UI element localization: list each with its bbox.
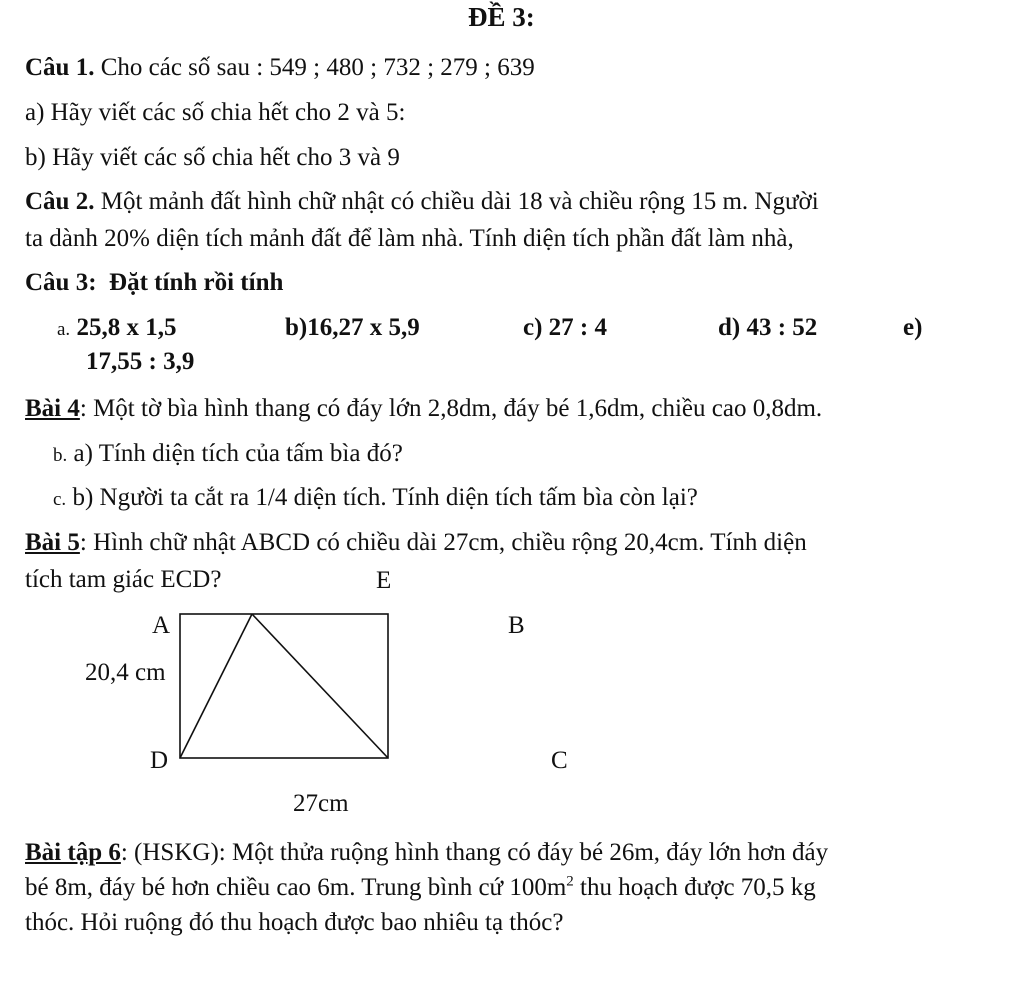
label-b: B <box>508 612 525 639</box>
label-d: D <box>150 747 169 774</box>
calc-item-c: c) 27 : 4 <box>523 314 607 341</box>
calc-item-d: d) 43 : 52 <box>718 314 818 341</box>
question-2-line-2: ta dành 20% diện tích mảnh đất để làm nhà. Tính diện tích phần đất làm nhà, <box>25 225 794 252</box>
question-2-text: Một mảnh đất hình chữ nhật có chiều dài 18 và chiều rộng 15 m. Người <box>100 188 819 215</box>
exercise-4a-text: a) Tính diện tích của tấm bìa đó? <box>73 440 403 467</box>
question-1-label: Câu 1. <box>25 54 95 81</box>
label-c: C <box>551 747 568 774</box>
calc-item-e-expr: 17,55 : 3,9 <box>86 348 195 375</box>
exercise-4-text: : Một tờ bìa hình thang có đáy lớn 2,8dm, đáy bé 1,6dm, chiều cao 0,8dm. <box>79 395 823 422</box>
length-label: 27cm <box>293 790 349 817</box>
question-1-text: Cho các số sau : 549 ; 480 ; 732 ; 279 ; 639 <box>100 54 535 81</box>
exercise-5-text: : Hình chữ nhật ABCD có chiều dài 27cm, chiều rộng 20,4cm. Tính diện <box>79 529 807 556</box>
exercise-5-label: Bài 5 <box>25 529 80 556</box>
question-1a: a) Hãy viết các số chia hết cho 2 và 5: <box>25 99 406 126</box>
exercise-6-line-2-pre: bé 8m, đáy bé hơn chiều cao 6m. Trung bình cứ 100m <box>25 874 567 901</box>
calc-item-b: b)16,27 x 5,9 <box>285 314 420 341</box>
question-3-text: Đặt tính rồi tính <box>109 269 284 296</box>
calc-item-expr: 25,8 x 1,5 <box>76 314 177 341</box>
exercise-4-label: Bài 4 <box>25 395 80 422</box>
width-label: 20,4 cm <box>85 659 166 686</box>
segment-ec <box>252 614 388 758</box>
question-3-label: Câu 3: <box>25 269 97 296</box>
label-e: E <box>376 567 392 594</box>
exercise-6-text: : (HSKG): Một thửa ruộng hình thang có đáy bé 26m, đáy lớn hơn đáy <box>120 839 829 866</box>
exercise-4a-marker: b. <box>53 445 68 466</box>
question-1b: b) Hãy viết các số chia hết cho 3 và 9 <box>25 144 400 171</box>
rectangle-abcd <box>180 614 388 758</box>
exercise-6-line-3: thóc. Hỏi ruộng đó thu hoạch được bao nhiêu tạ thóc? <box>25 909 564 936</box>
calc-item-e: e) <box>903 314 923 341</box>
exercise-4b-marker: c. <box>53 489 67 510</box>
exercise-6-line-2 <box>25 873 816 903</box>
calc-item-marker: a. <box>57 319 71 340</box>
exercise-6-line-2-post: thu hoạch được 70,5 kg <box>573 874 816 901</box>
page-title: ĐỀ 3: <box>468 2 535 32</box>
exercise-6-superscript: 2 <box>566 873 574 890</box>
question-2-label: Câu 2. <box>25 188 95 215</box>
exercise-6-line-1 <box>25 838 828 868</box>
label-a: A <box>152 612 171 639</box>
exercise-5-line-2: tích tam giác ECD? <box>25 566 222 593</box>
exercise-4b-text: b) Người ta cắt ra 1/4 diện tích. Tính diện tích tấm bìa còn lại? <box>72 484 698 511</box>
segment-de <box>180 614 252 758</box>
exercise-6-label: Bài tập 6 <box>25 839 121 866</box>
